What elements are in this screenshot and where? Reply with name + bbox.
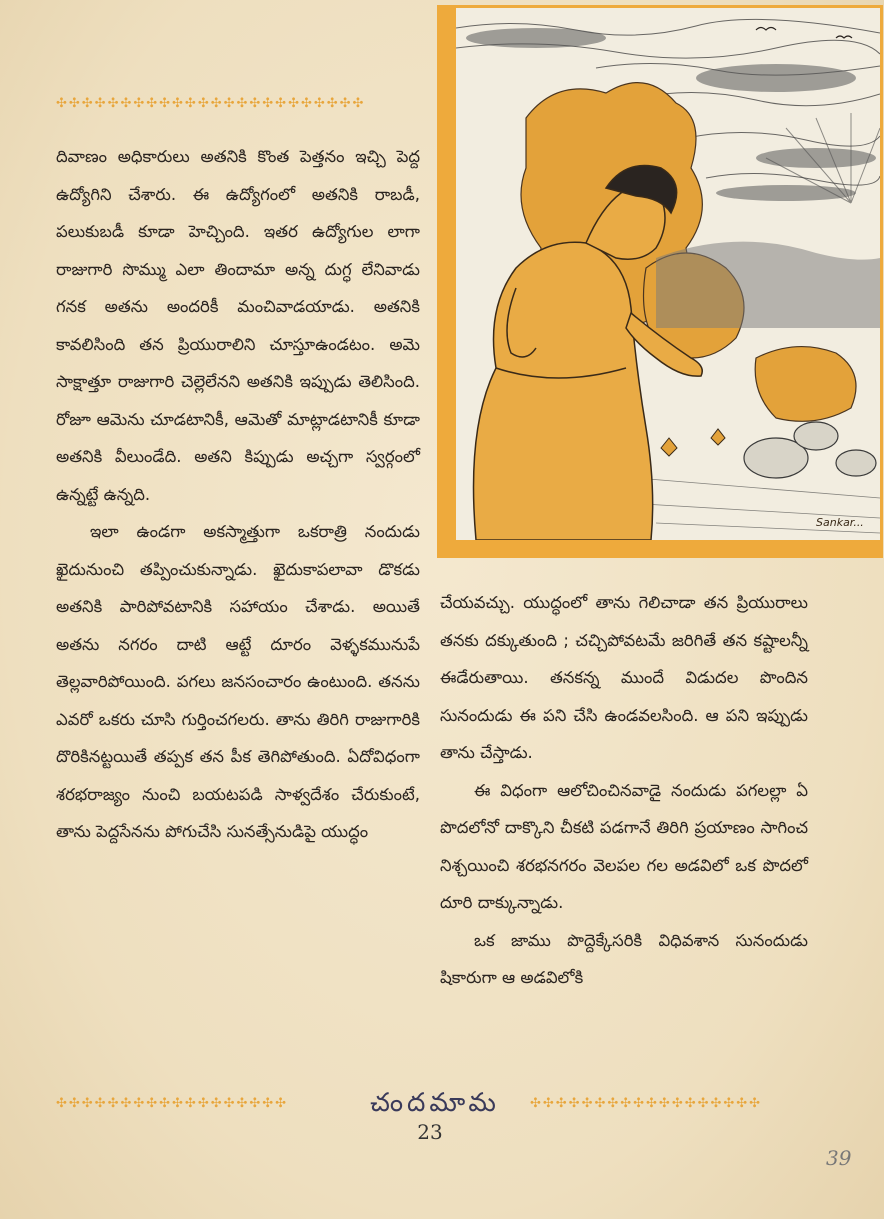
right-text-column	[440, 584, 808, 997]
illustration-signature: Sankar...	[816, 516, 864, 529]
decorative-top-border: ✣✣✣✣✣✣✣✣✣✣✣✣✣✣✣✣✣✣✣✣✣✣✣✣	[56, 96, 366, 111]
magazine-title: చందమామ	[370, 1088, 500, 1118]
handwritten-page-mark: 39	[826, 1146, 852, 1170]
page-number: 23	[417, 1120, 443, 1144]
right-paragraph-2: ఈ విధంగా ఆలోచించినవాడై నందుడు పగలల్లా ఏ పొదలోనో దాక్కొని చీకటి పడగానే తిరిగి ప్రయాణం సాగించ నిశ్చయించి శరభనగరం వెలపల గల అడవిలో ఒక పొదలో దూరి దాక్కున్నాడు.	[440, 780, 808, 912]
left-text-column	[56, 138, 420, 851]
man-in-forest-illustration	[456, 8, 880, 540]
right-paragraph-1: చేయవచ్చు. యుద్ధంలో తాను గెలిచాడా తన ప్రియురాలు తనకు దక్కుతుంది ; చచ్చిపోవటమే జరిగితే తన కష్టాలన్నీ ఈడేరుతాయి. తనకన్న ముందే విడుదల పొందిన సునందుడు ఈ పని చేసి ఉండవలసింది. ఆ పని ఇప్పుడు తాను చేస్తాడు.	[440, 593, 808, 762]
right-paragraph-3: ఒక జాము పొద్దెక్కేసరికి విధివశాన సునందుడు షికారుగా ఆ అడవిలోకి	[440, 930, 808, 987]
decorative-footer-border-left: ✣✣✣✣✣✣✣✣✣✣✣✣✣✣✣✣✣✣	[56, 1096, 289, 1111]
left-paragraph-1: దివాణం అధికారులు అతనికి కొంత పెత్తనం ఇచ్చి పెద్ద ఉద్యోగిని చేశారు. ఈ ఉద్యోగంలో అతనికి రాబడీ, పలుకుబడీ కూడా హెచ్చింది. ఇతర ఉద్యోగుల లాగా రాజుగారి సొమ్ము ఎలా తిందామా అన్న దుగ్ధ లేనివాడు గనక అతను అందరికీ మంచివాడయాడు. అతనికి కావలిసింది తన ప్రియురాలిని చూస్తూఉండటం. అమె సాక్షాత్తూ రాజుగారి చెల్లెలేనని అతనికి ఇప్పుడు తెలిసింది. రోజూ ఆమెను చూడటానికీ, ఆమెతో మాట్లాడటానికీ కూడా అతనికి వీలుండేది. అతని కిప్పుడు అచ్చగా స్వర్గంలో ఉన్నట్టే ఉన్నది.	[56, 147, 420, 504]
left-paragraph-2: ఇలా ఉండగా అకస్మాత్తుగా ఒకరాత్రి నందుడు ఖైదునుంచి తప్పించుకున్నాడు. ఖైదుకాపలావా డొకడు అతనికి పారిపోవటానికి సహాయం చేశాడు. అయితే అతను నగరం దాటి ఆట్టే దూరం వెళ్ళకమునుపే తెల్లవారిపోయింది. పగలు జనసంచారం ఉంటుంది. తనను ఎవరో ఒకరు చూసి గుర్తించగలరు. తాను తిరిగి రాజుగారికి దొరికినట్టయితే తప్పక తన పీక తెగిపోతుంది. ఏదోవిధంగా శరభరాజ్యం నుంచి బయటపడి సాళ్వదేశం చేరుకుంటే, తాను పెద్దసేనను పోగుచేసి సునత్సేనుడిపై యుద్ధం	[56, 522, 420, 841]
decorative-footer-border-right: ✣✣✣✣✣✣✣✣✣✣✣✣✣✣✣✣✣✣	[530, 1096, 763, 1111]
